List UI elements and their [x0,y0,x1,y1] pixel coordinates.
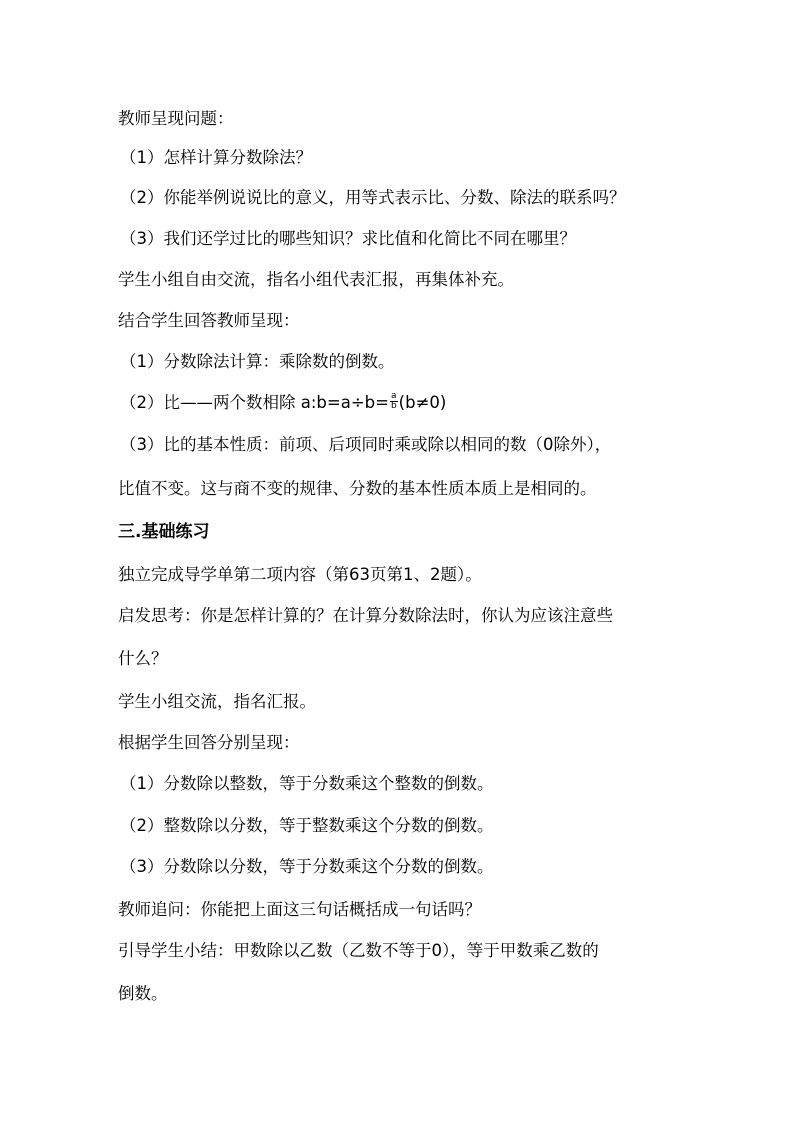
paragraph-think-continued: 什么？ [118,649,168,668]
rule-2: （2）整数除以分数，等于整数乘这个分数的倒数。 [120,816,494,835]
answer-1: （1）分数除法计算：乘除数的倒数。 [120,352,395,371]
paragraph-followup: 教师追问：你能把上面这三句话概括成一句话吗？ [118,900,481,919]
paragraph-present: 结合学生回答教师呈现： [118,311,300,330]
rule-3: （3）分数除以分数，等于分数乘这个分数的倒数。 [120,857,494,876]
answer-3-continued: 比值不变。这与商不变的规律、分数的基本性质本质上是相同的。 [118,479,597,498]
question-3: （3）我们还学过比的哪些知识？求比值和化简比不同在哪里？ [120,229,576,248]
question-2: （2）你能举例说说比的意义，用等式表示比、分数、除法的联系吗？ [120,188,626,207]
paragraph-report: 学生小组交流，指名汇报。 [118,692,316,711]
paragraph-task: 独立完成导学单第二项内容（第63页第1、2题）。 [118,565,482,584]
formula-fraction [390,392,398,411]
paragraph-summary-continued: 倒数。 [118,984,168,1003]
paragraph-present-2: 根据学生回答分别呈现： [118,733,300,752]
formula-suffix: (b≠0) [398,393,447,412]
fraction-numerator: a [391,391,397,401]
paragraph-summary: 引导学生小结：甲数除以乙数（乙数不等于0），等于甲数乘乙数的 [118,941,599,960]
answer-3: （3）比的基本性质：前项、后项同时乘或除以相同的数（0除外）， [120,435,612,454]
fraction-denominator: b [390,401,397,411]
paragraph-intro: 教师呈现问题： [118,109,234,128]
section-heading: 三.基础练习 [118,522,210,542]
answer-2-formula [120,391,700,415]
question-1: （1）怎样计算分数除法？ [120,148,312,167]
rule-1: （1）分数除以整数，等于分数乘这个整数的倒数。 [120,774,494,793]
paragraph-think: 启发思考：你是怎样计算的？在计算分数除法时，你认为应该注意些 [118,606,613,625]
paragraph-exchange: 学生小组自由交流，指名小组代表汇报，再集体补充。 [118,270,514,289]
formula-prefix: （2）比——两个数相除 a:b=a÷b= [120,393,389,412]
